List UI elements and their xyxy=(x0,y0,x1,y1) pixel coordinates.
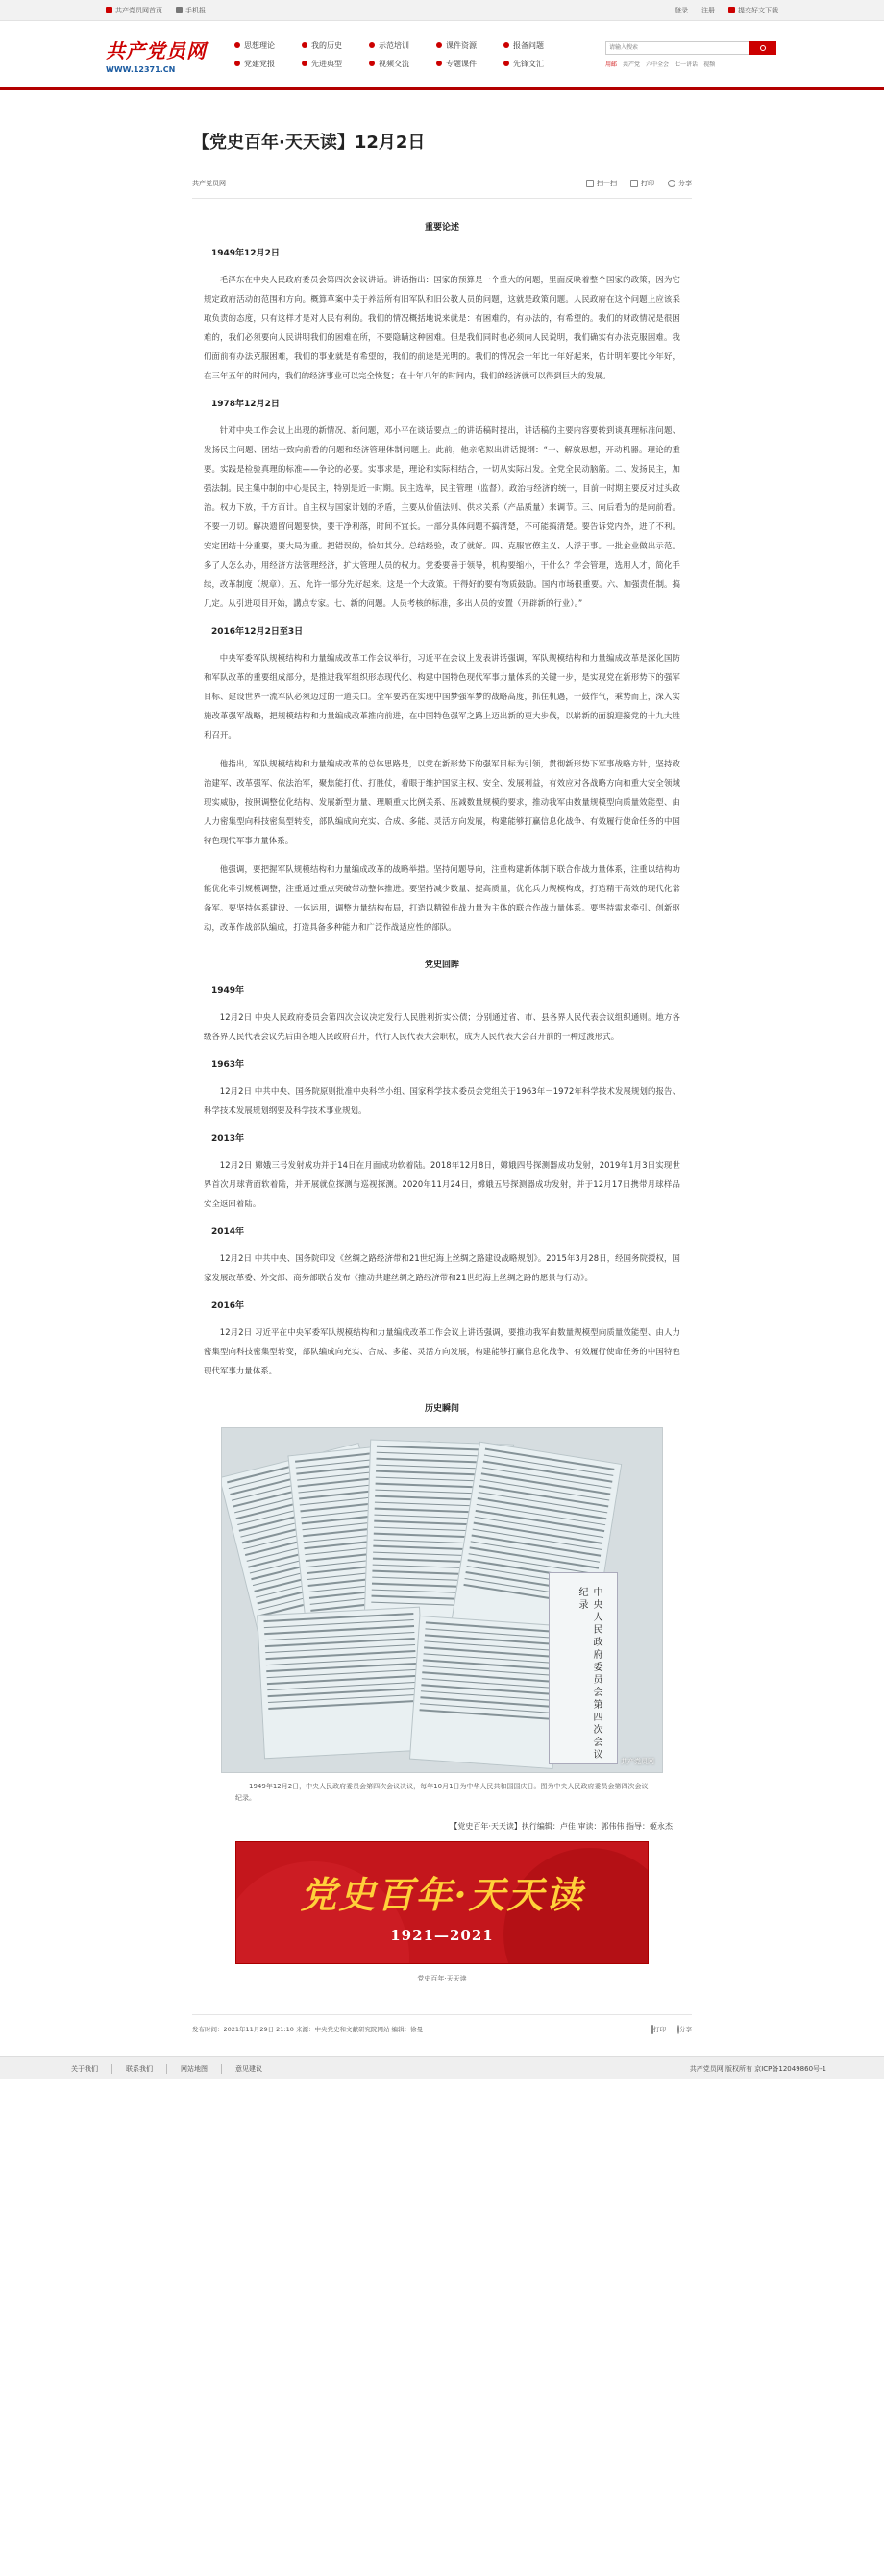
home-icon xyxy=(106,7,112,13)
paragraph: 针对中央工作会议上出现的新情况、新问题，邓小平在谈话要点上的讲话稿时提出，讲话稿的主要内容要转到谈真理标准问题、发扬民主问题、团结一致向前看的问题和经济管理体制问题上。此前，他亲笔拟出讲话提纲：“一、解放思想，开动机器。理论的重要。实践是检验真理的标准——争论的必要。实事求是，理论和实际相结合，一切从实际出发。全党全民动脑筋。二、发扬民主，加强法制。民主集中制的中心是民主，特别是近一时期。民主选举，民主管理（监督）。政治与经济的统一，目前一时期主要反对过头政治。权力下放，千方百计。自主权与国家计划的矛盾，主要从价值法则、供求关系（产品质量）来调节。三、向后看为的是向前看。不要一刀切。解决遗留问题要快，要干净利落，时间不宜长。一部分具体问题不搞清楚，不可能搞清楚。要告诉党内外，进了不利。安定团结十分重要，要大局为重。把错误的，恰如其分。总结经验，改了就好。四、克服官僚主义、人浮于事。一批企业做出示范。多了人怎么办，用经济方法管理经济，扩大管理人员的权力。党委要善于领导，机构要缩小，干什么？学会管理，选用人才，简化手续，改革制度（规章）。五、允许一部分先好起来。这是一个大政策。干得好的要有物质鼓励。国内市场很重要。六、加强责任制。搞几定。从引进项目开始，講点专家。七、新的问题。人员考核的标准，多出人员的安置（开辟新的行业）。” xyxy=(204,425,680,608)
nav-dot-icon xyxy=(436,42,442,48)
year-heading: 2013年 xyxy=(211,1134,245,1144)
nav-dot-icon xyxy=(302,42,307,48)
search-button[interactable] xyxy=(749,41,776,55)
search-input[interactable] xyxy=(605,41,749,55)
hot-tag[interactable]: 七一讲话 xyxy=(675,61,699,68)
site-header xyxy=(0,21,884,90)
series-banner xyxy=(235,1841,649,1964)
paragraph: 12月2日 嫦娥三号发射成功并于14日在月面成功软着陆。2018年12月8日，嫦娥四号探测器成功发射，2019年1月3日实现世界首次月球背面软着陆，并开展就位探测与巡视探测。2020年11月24日，嫦娥五号探测器成功发射，并于12月17日携带月球样品安全返回着陆。 xyxy=(204,1160,680,1208)
article-title: 【党史百年·天天读】12月2日 xyxy=(192,133,426,153)
date-heading: 1978年12月2日 xyxy=(211,400,280,409)
register-link[interactable]: 注册 xyxy=(701,7,715,14)
article-tools xyxy=(586,179,692,188)
section-heading: 党史回眸 xyxy=(424,960,459,970)
copyright: 共产党员网 版权所有 京ICP备12049860号-1 xyxy=(689,2065,826,2073)
hot-tag[interactable]: 六中全会 xyxy=(646,61,670,68)
site-logo[interactable] xyxy=(106,36,221,74)
search-box xyxy=(605,41,778,68)
date-heading: 1949年12月2日 xyxy=(211,249,280,258)
qrcode-icon xyxy=(586,180,594,187)
nav-item[interactable]: 我的历史 xyxy=(302,40,369,51)
article-footer-meta xyxy=(192,2014,692,2033)
login-link[interactable]: 登录 xyxy=(675,7,688,14)
hot-tag[interactable]: 视频 xyxy=(703,61,716,68)
nav-item[interactable]: 课件资源 xyxy=(436,40,503,51)
paragraph: 毛泽东在中央人民政府委员会第四次会议讲话。讲话指出：国家的预算是一个重大的问题，里面反映着整个国家的政策，因为它规定政府活动的范围和方向。概算草案中关于养活所有旧军队和旧公教人员的问题，这就是政策问题。人民政府在这个问题上应该采取负责的态度，只有这样才是对人民有利的。我们的情况概括地说来就是：有困难的，有办法的，有希望的。我们的财政情况是很困难的，我们必须要向人民讲明我们的困难在所，不要隐瞒这种困难。但是我们同时也必须向人民说明，我们确实有办法克服困难。我们面前有办法克服困难，我们的事业就是有希望的，我们的前途是光明的。我们的情况会一年比一年好起来，估计明年要比今年好，在三年五年的时间内，我们的经济事业可以完全恢复；在十年八年的时间内，我们的经济就可以得到巨大的发展。 xyxy=(204,275,680,380)
year-heading: 1963年 xyxy=(211,1060,245,1070)
footer-tools xyxy=(651,2025,692,2033)
site-footer xyxy=(0,2056,884,2079)
document-sheet xyxy=(409,1616,563,1769)
banner-title: 党史百年·天天读 xyxy=(300,1873,584,1916)
nav-dot-icon xyxy=(234,42,240,48)
qrcode-button[interactable]: 扫一扫 xyxy=(586,179,617,188)
submit-link[interactable]: 提交好文下载 xyxy=(728,6,778,15)
share-button[interactable]: 分享 xyxy=(679,2026,692,2033)
footer-link[interactable]: 关于我们 xyxy=(58,2064,112,2074)
top-bar xyxy=(0,0,884,21)
phone-icon xyxy=(176,7,183,13)
section-heading: 历史瞬间 xyxy=(424,1404,459,1414)
nav-dot-icon xyxy=(436,61,442,66)
paragraph: 他强调，要把握军队规模结构和力量编成改革的战略举措。坚持问题导向，注重构建新体制下联合作战力量体系，注重以结构功能优化牵引规模调整，注重通过重点突破带动整体推进。要坚持减少数量、提高质量，优化兵力规模构成，打造精干高效的现代化常备军。要坚持体系建设、一体运用，调整力量结构布局，打造以精锐作战力量为主体的联合作战力量体系。要坚持需求牵引、创新驱动，改革作战部队编成，打造具备多种能力和广泛作战适应性的部队。 xyxy=(204,864,680,932)
nav-item[interactable]: 党建党报 xyxy=(234,59,302,69)
paragraph: 12月2日 中共中央、国务院印发《丝绸之路经济带和21世纪海上丝绸之路建设战略规划》。2015年3月28日，经国务院授权，国家发展改革委、外交部、商务部联合发布《推动共建丝绸之路经济带和21世纪海上丝绸之路的愿景与行动》。 xyxy=(204,1253,680,1282)
hot-tag[interactable]: 用邮 xyxy=(605,61,618,68)
nav-dot-icon xyxy=(503,42,509,48)
logo-url: WWW.12371.CN xyxy=(106,64,176,74)
photo-caption: 1949年12月2日，中央人民政府委员会第四次会议决议，每年10月1日为中华人民共和国国庆日。图为中央人民政府委员会第四次会议纪录。 xyxy=(235,1783,649,1802)
footer-link[interactable]: 意见建议 xyxy=(235,2065,262,2073)
article-content xyxy=(192,220,692,1983)
nav-dot-icon xyxy=(302,61,307,66)
year-heading: 2014年 xyxy=(211,1227,245,1237)
nav-item[interactable]: 示范培训 xyxy=(369,40,436,51)
share-icon xyxy=(668,180,675,187)
date-heading: 2016年12月2日至3日 xyxy=(211,627,304,637)
document-sheet xyxy=(257,1607,428,1760)
article-source: 共产党员网 xyxy=(192,180,226,187)
article-meta xyxy=(192,179,692,199)
section-heading: 重要论述 xyxy=(424,223,459,232)
home-link[interactable]: 共产党员网首页 xyxy=(106,6,162,15)
mobile-link[interactable]: 手机报 xyxy=(176,6,206,15)
footer-link[interactable]: 网站地图 xyxy=(167,2064,222,2074)
paragraph: 12月2日 习近平在中央军委军队规模结构和力量编成改革工作会议上讲话强调，要推动我军由数量规模型向质量效能型、由人力密集型向科技密集型转变，部队编成向充实、合成、多能、灵活方向发展，构建能够打赢信息化战争、有效履行使命任务的中国特色现代军事力量体系。 xyxy=(204,1327,680,1375)
editor-credit: 【党史百年·天天读】执行编辑：卢佳 审读：郭伟伟 指导：姬永杰 xyxy=(450,1822,673,1831)
search-hot-tags xyxy=(605,60,778,68)
footer-links xyxy=(58,2064,276,2074)
upload-icon xyxy=(728,7,735,13)
nav-dot-icon xyxy=(503,61,509,66)
share-button[interactable]: 分享 xyxy=(668,179,692,188)
year-heading: 1949年 xyxy=(211,986,245,996)
nav-item[interactable]: 思想理论 xyxy=(234,40,302,51)
year-heading: 2016年 xyxy=(211,1301,245,1311)
banner-years: 1921—2021 xyxy=(390,1927,494,1944)
paragraph: 12月2日 中央人民政府委员会第四次会议决定发行人民胜利折实公债；分别通过省、市、县各界人民代表会议组织通则。地方各级各界人民代表会议先后由各地人民政府召开，代行人民代表大会职权，成为人民代表大会召开前的一种过渡形式。 xyxy=(204,1012,680,1041)
nav-dot-icon xyxy=(369,42,375,48)
cover-sheet xyxy=(549,1572,618,1764)
nav-item[interactable]: 先进典型 xyxy=(302,59,369,69)
paragraph: 中央军委军队规模结构和力量编成改革工作会议举行，习近平在会议上发表讲话强调，军队规模结构和力量编成改革是深化国防和军队改革的重要组成部分，是推进我军组织形态现代化、构建中国特色现代军事力量体系的关键一步，是实现党在新形势下的强军目标、建设世界一流军队必须迈过的一道关口。全军要站在实现中国梦强军梦的战略高度，抓住机遇，一鼓作气，乘势而上，深入实施改革强军战略，把规模结构和力量编成改革推向前进，在中国特色强军之路上迈出新的更大步伐，以崭新的面貌迎接党的十九大胜利召开。 xyxy=(204,653,680,740)
nav-dot-icon xyxy=(369,61,375,66)
hot-tag[interactable]: 共产党 xyxy=(623,61,641,68)
photo-watermark: 共产党员网 xyxy=(621,1758,654,1765)
main-nav xyxy=(234,40,571,69)
nav-item[interactable]: 报备问题 xyxy=(503,40,571,51)
search-icon xyxy=(760,45,766,51)
print-button[interactable]: 打印 xyxy=(653,2026,666,2033)
print-icon xyxy=(630,180,638,187)
historic-photo xyxy=(221,1427,663,1773)
logo-text: 共产党员网 xyxy=(106,38,207,62)
nav-dot-icon xyxy=(234,61,240,66)
cover-title: 中央人民政府委员会第四次会议纪录 xyxy=(577,1587,602,1762)
paragraph: 12月2日 中共中央、国务院原则批准中央科学小组、国家科学技术委员会党组关于1963年－1972年科学技术发展规划的报告、科学技术发展规划纲要及科学技术事业规划。 xyxy=(204,1086,680,1115)
banner-caption: 党史百年·天天读 xyxy=(417,1975,467,1982)
nav-item[interactable]: 视频交流 xyxy=(369,59,436,69)
print-button[interactable]: 打印 xyxy=(630,179,654,188)
article xyxy=(192,90,692,2033)
nav-item[interactable]: 先锋文汇 xyxy=(503,59,571,69)
nav-item[interactable]: 专题课件 xyxy=(436,59,503,69)
footer-link[interactable]: 联系我们 xyxy=(112,2064,167,2074)
paragraph: 他指出，军队规模结构和力量编成改革的总体思路是，以党在新形势下的强军目标为引领，贯彻新形势下军事战略方针，坚持政治建军、改革强军、依法治军，聚焦能打仗、打胜仗，着眼于维护国家主权、安全、发展利益，有效应对各战略方向和重大安全领域现实威胁，按照调整优化结构、发展新型力量、理顺重大比例关系、压减数量规模的要求，推动我军由数量规模型向质量效能型、由人力密集型向科技密集型转变，部队编成向充实、合成、多能、灵活方向发展，构建能够打赢信息化战争、有效履行使命任务的中国特色现代军事力量体系。 xyxy=(204,759,680,845)
publish-info: 发布时间：2021年11月29日 21:10 来源：中央党史和文献研究院网站 编辑：徐曼 xyxy=(192,2026,424,2033)
